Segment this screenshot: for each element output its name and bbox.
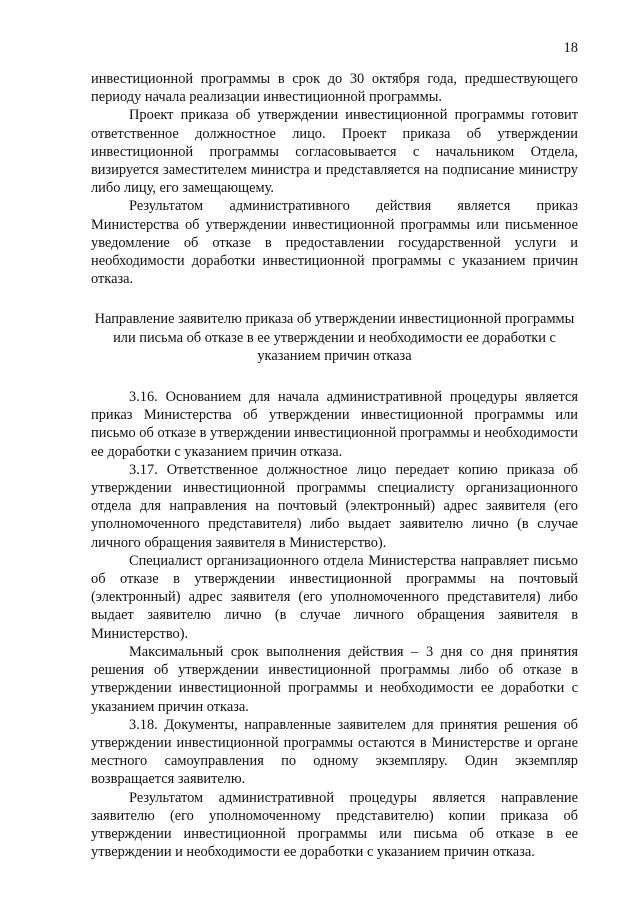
paragraph: 3.18. Документы, направленные заявителем для принятия решения об утверждении инвестиционной программы остаются в Министерстве и органе местного самоуправления по одному экземпляру. Один экземпляр возвращается заявителю. — [91, 716, 578, 788]
page-number: 18 — [563, 40, 578, 56]
paragraph: 3.17. Ответственное должностное лицо передает копию приказа об утверждении инвестиционной программы специалисту организационного отдела для направления на почтовый (электронный) адрес заявителя (его уполномоченного представителя) либо выдает заявителю лично (в случае личного обращения заявителя в Министерство). — [91, 461, 578, 551]
paragraph: Максимальный срок выполнения действия – 3 дня со дня принятия решения об утверждении инвестиционной программы либо об отказе в утверждении инвестиционной программы и необходимости ее доработки с указанием причин отказа. — [91, 643, 578, 715]
paragraph: Результатом административного действия является приказ Министерства об утверждении инвестиционной программы или письменное уведомление об отказе в предоставлении государственной услуги и необходимости доработки инвестиционной программы с указанием причин отказа. — [91, 198, 578, 288]
section-heading: Направление заявителю приказа об утверждении инвестиционной программы или письма об отказе в ее утверждении и необходимости ее доработки с указанием причин отказа — [94, 311, 575, 364]
paragraph: инвестиционной программы в срок до 30 октября года, предшествующего периоду начала реализации инвестиционной программы. — [91, 71, 578, 106]
paragraph: Проект приказа об утверждении инвестиционной программы готовит ответственное должностное лицо. Проект приказа об утверждении инвестиционной программы согласовывается с начальником Отдела, визируется заместителем министра и представляется на подписание министру либо лицу, его замещающему. — [91, 107, 578, 197]
paragraph: Результатом административной процедуры является направление заявителю (его уполномоченному представителю) копии приказа об утверждении инвестиционной программы или письма об отказе в ее утверждении и необходимости ее доработки с указанием причин отказа. — [91, 789, 578, 861]
paragraph: Специалист организационного отдела Министерства направляет письмо об отказе в утверждении инвестиционной программы на почтовый (электронный) адрес заявителя (его уполномоченного представителя) либо выдает заявителю лично (в случае личного обращения заявителя в Министерство). — [91, 552, 578, 642]
paragraph: 3.16. Основанием для начала административной процедуры является приказ Министерства об утверждении инвестиционной программы или письмо об отказе в утверждении инвестиционной программы и необходимости ее доработки с указанием причин отказа. — [91, 389, 578, 460]
document-body — [91, 70, 578, 861]
